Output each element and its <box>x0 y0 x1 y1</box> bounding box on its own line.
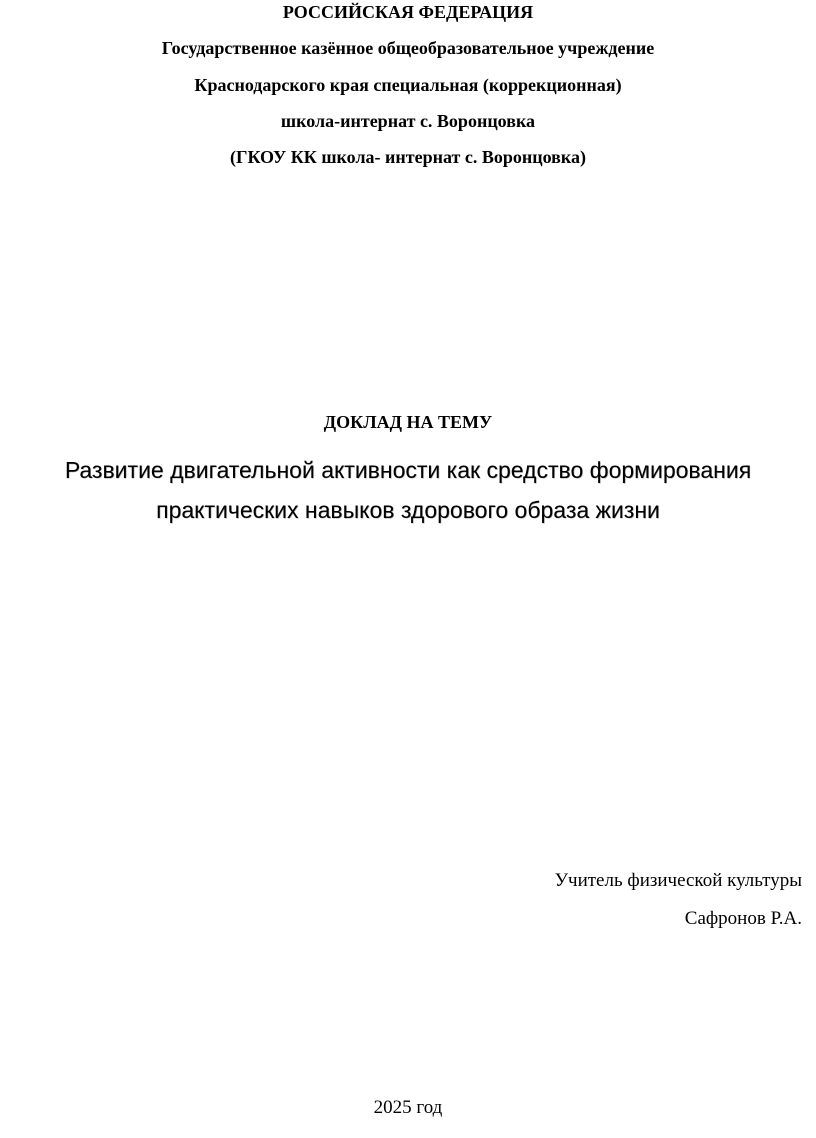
report-label: ДОКЛАД НА ТЕМУ <box>323 412 493 432</box>
institution-abbreviation: (ГКОУ КК школа- интернат с. Воронцовка) <box>230 147 586 167</box>
author-position: Учитель физической культуры <box>554 870 802 891</box>
document-year: 2025 год <box>373 1097 443 1118</box>
institution-name-line-1: Государственное казённое общеобразовательное учреждение <box>161 38 655 58</box>
country-title: РОССИЙСКАЯ ФЕДЕРАЦИЯ <box>282 2 534 22</box>
report-topic-line-2: практических навыков здорового образа жизни <box>156 497 660 523</box>
author-name: Сафронов Р.А. <box>684 908 802 929</box>
institution-name-line-2: Краснодарского края специальная (коррекционная) <box>194 75 622 95</box>
report-topic-line-1: Развитие двигательной активности как средство формирования <box>64 457 752 483</box>
institution-name-line-3: школа-интернат с. Воронцовка <box>280 111 536 131</box>
